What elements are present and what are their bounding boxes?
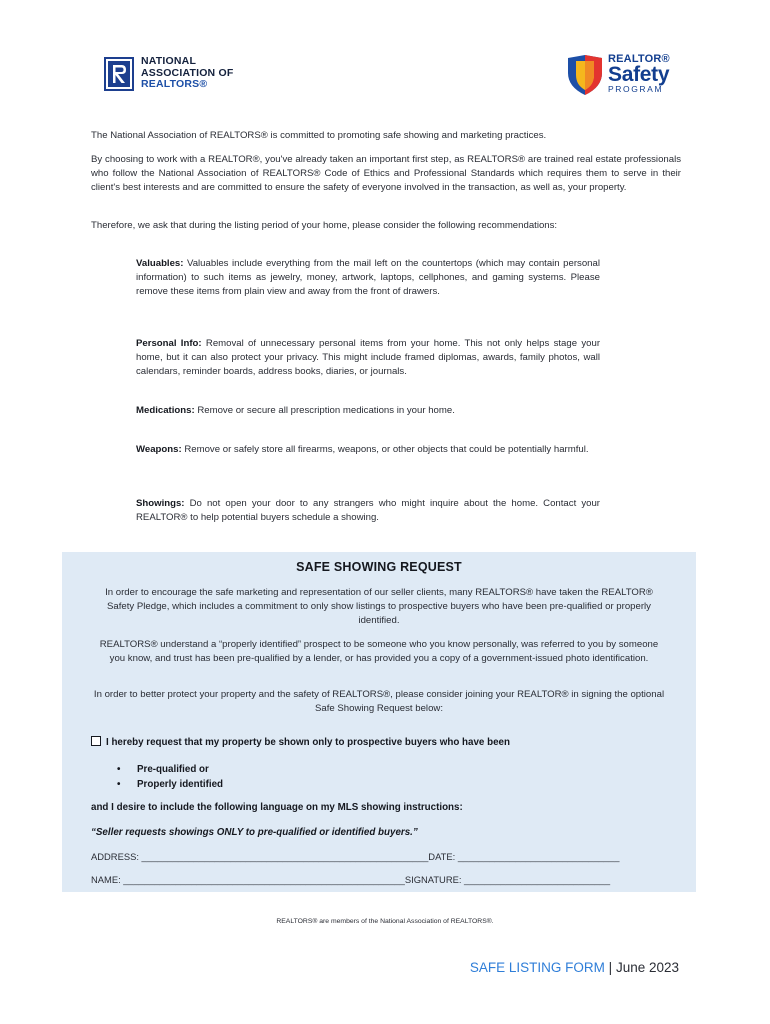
form-date: June 2023 — [615, 960, 679, 975]
request-checkbox[interactable] — [91, 736, 101, 746]
recommendation-text: Remove or safely store all firearms, weapons, or other objects that could be potentially harmful. — [184, 444, 589, 455]
footer-separator: | — [604, 960, 616, 975]
recommendation-title: Showings: — [136, 498, 185, 509]
request-checkbox-row[interactable] — [91, 736, 510, 748]
checkbox-label: I hereby request that my property be shown only to prospective buyers who have been — [106, 737, 510, 748]
request-paragraph-3: In order to better protect your property and the safety of REALTORS®, please consider joining your REALTOR® in signing the optional Safe Showing Request below: — [93, 689, 665, 714]
bullet-text: Properly identified — [137, 779, 224, 790]
nar-logo — [104, 55, 254, 95]
bullet-text: Pre-qualified or — [137, 764, 209, 775]
recommendation-medications — [136, 404, 600, 418]
recommendation-text: Removal of unnecessary personal items from your home. This not only helps stage your home, but it can also protect your privacy. This might include framed diplomas, awards, family photos, wall calendars, reminder boards, address books, diaries, or journals. — [136, 338, 601, 377]
shield-icon — [566, 55, 604, 95]
recommendation-personal-info — [136, 337, 600, 379]
nar-line-2: ASSOCIATION OF — [141, 66, 234, 79]
intro-paragraph-2: By choosing to work with a REALTOR®, you've already taken an important first step, as REALTORS® are trained real estate professionals who follow the National Association of REALTORS® Code of Ethics and Professional Standards which requires them to serve in their client's best interests and are committed to ensure the safety of everyone involved in the transaction, as well as, your property. — [91, 154, 681, 193]
intro-paragraph-1: The National Association of REALTORS® is committed to promoting safe showing and marketing practices. — [91, 130, 547, 141]
name-signature-field[interactable]: NAME: ______________________________________________________SIGNATURE: ____________________________ — [91, 874, 611, 885]
safety-line-2: Safety — [608, 63, 670, 86]
recommendation-title: Weapons: — [136, 444, 182, 455]
footer-note: REALTORS® are members of the National Association of REALTORS®. — [276, 918, 494, 925]
section-title: SAFE SHOWING REQUEST — [296, 560, 462, 574]
recommendation-valuables — [136, 257, 600, 299]
mls-quote: “Seller requests showings ONLY to pre-qualified or identified buyers.” — [91, 827, 418, 838]
nar-line-1: NATIONAL — [141, 55, 197, 67]
safe-showing-request-section — [62, 552, 696, 892]
recommendation-text: Do not open your door to any strangers who might inquire about the home. Contact your REALTOR® to help potential buyers schedule a showing. — [136, 498, 600, 523]
recommendation-weapons — [136, 443, 600, 457]
realtor-safety-logo — [566, 53, 676, 101]
recommendation-showings — [136, 497, 600, 525]
nar-wordmark — [141, 56, 233, 91]
safety-line-1: REALTOR® — [608, 53, 670, 65]
nar-line-3: REALTORS® — [141, 78, 208, 90]
recommendation-title: Medications: — [136, 405, 195, 416]
request-paragraph-2: REALTORS® understand a “properly identified” prospect to be someone who you know personally, was referred to you by someone you know, and trust has been pre-qualified by a lender, or has provided you a copy of a government-issued photo identification. — [99, 639, 659, 664]
recommendation-title: Personal Info: — [136, 338, 202, 349]
list-item: • Pre-qualified or — [117, 764, 209, 775]
form-footer — [470, 960, 679, 975]
request-paragraph-1: In order to encourage the safe marketing and representation of our seller clients, many REALTORS® have taken the REALTOR® Safety Pledge, which includes a commitment to only show listings to prospective buyers who have been pre-qualified or properly identified. — [105, 587, 653, 626]
form-name: SAFE LISTING FORM — [469, 960, 605, 975]
list-item: • Properly identified — [117, 779, 224, 790]
safety-wordmark — [608, 53, 670, 94]
recommendation-title: Valuables: — [136, 258, 184, 269]
recommendation-text: Valuables include everything from the mail left on the countertops (which may contain personal information) to such items as jewelry, money, artwork, laptops, cellphones, and gaming systems. Please remove these items from plain view and away from the front of drawers. — [136, 258, 600, 297]
safety-line-3: PROGRAM — [608, 84, 664, 94]
intro-paragraph-3: Therefore, we ask that during the listing period of your home, please consider the following recommendations: — [91, 220, 558, 231]
address-date-field[interactable]: ADDRESS: _______________________________________________________DATE: _______________________________ — [91, 851, 620, 862]
realtor-r-icon — [104, 57, 134, 91]
recommendation-text: Remove or secure all prescription medications in your home. — [197, 405, 455, 416]
mls-instructions-line: and I desire to include the following language on my MLS showing instructions: — [91, 802, 463, 813]
